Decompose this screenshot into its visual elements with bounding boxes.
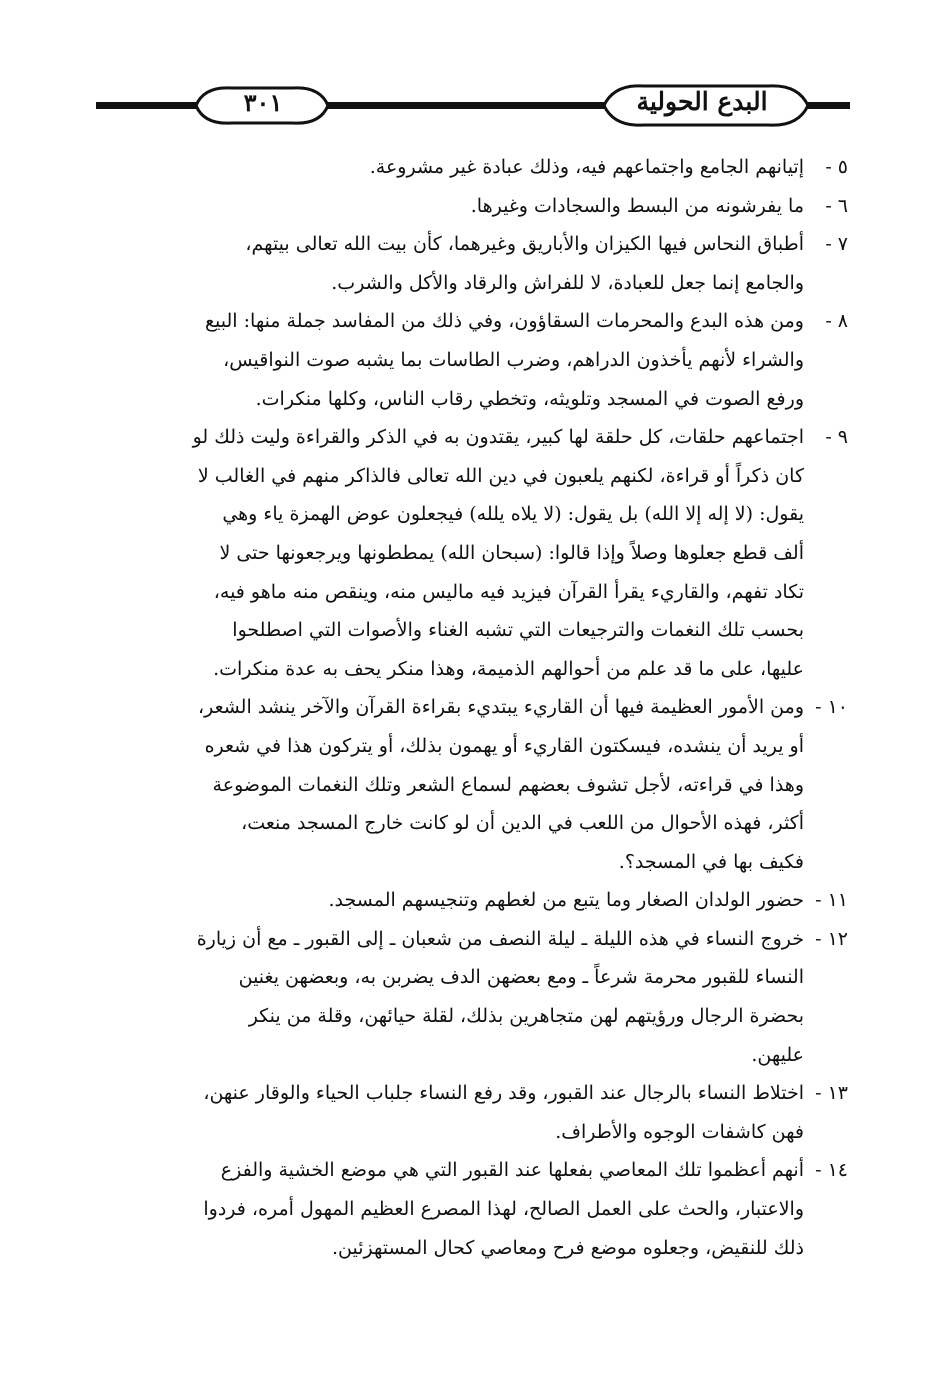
list-item xyxy=(88,302,848,418)
text-line: أو يريد أن ينشده، فيسكتون القاريء أو يهمون بذلك، أو يتركون هذا في شعره xyxy=(204,734,804,757)
item-number: ١٢ - xyxy=(815,927,848,950)
item-number: ٦ - xyxy=(825,194,848,217)
text-line: تكاد تفهم، والقاريء يقرأ القرآن فيزيد فيه ماليس منه، وينقص منه ماهو فيه، xyxy=(213,580,804,603)
text-line: ومن الأمور العظيمة فيها أن القاريء يبتديء بقراءة القرآن والآخر ينشد الشعر، xyxy=(197,696,804,719)
text-line: أكثر، فهذه الأحوال من اللعب في الدين أن لو كانت خارج المسجد منعت، xyxy=(241,812,804,835)
text-line: عليها، على ما قد علم من أحوالهم الذميمة، وهذا منكر يحف به عدة منكرات. xyxy=(213,657,804,680)
text-line: وهذا في قراءته، لأجل تشوف بعضهم لسماع الشعر وتلك النغمات الموضوعة xyxy=(212,773,804,796)
list-item xyxy=(88,225,848,302)
item-number: ١٠ - xyxy=(815,696,848,719)
list-item xyxy=(88,148,848,187)
text-line: عليهن. xyxy=(751,1043,804,1066)
text-line: يقول: (لا إله إلا الله) بل يقول: (لا يلاه يلله) فيجعلون عوض الهمزة ياء وهي xyxy=(222,503,804,526)
item-number: ١٣ - xyxy=(815,1082,848,1105)
page-header xyxy=(92,80,852,132)
text-line: بحضرة الرجال ورؤيتهم لهن متجاهرين بذلك، لقلة حيائهن، وقلة من ينكر xyxy=(248,1005,804,1028)
text-line: خروج النساء في هذه الليلة ـ ليلة النصف من شعبان ـ إلى القبور ـ مع أن زيارة xyxy=(196,927,804,950)
text-line: والشراء لأنهم يأخذون الدراهم، وضرب الطاسات بما يشبه صوت النواقيس، xyxy=(223,348,804,371)
text-line: ذلك للنقيض، وجعلوه موضع فرح ومعاصي كحال المستهزئين. xyxy=(331,1236,804,1259)
text-line: فكيف بها في المسجد؟. xyxy=(618,850,804,873)
list-item xyxy=(88,881,848,920)
text-line: كان ذكراً أو قراءة، لكنهم يلعبون في دين الله تعالى فالذاكر منهم في الغالب لا xyxy=(197,464,804,487)
list-item xyxy=(88,920,848,1074)
item-number: ٩ - xyxy=(825,426,848,449)
list-item xyxy=(88,187,848,226)
text-line: والاعتبار، والحث على العمل الصالح، لهذا المصرع العظيم المهول أمره، فردوا xyxy=(203,1198,804,1221)
list-item xyxy=(88,1151,848,1267)
text-line: النساء للقبور محرمة شرعاً ـ ومع بعضهن الدف يضربن به، وبعضهن يغنين xyxy=(238,966,804,989)
page-number: ٣٠١ xyxy=(243,88,283,117)
text-line: فهن كاشفات الوجوه والأطراف. xyxy=(555,1120,804,1143)
page-body xyxy=(88,148,848,1267)
text-line: إتيانهم الجامع واجتماعهم فيه، وذلك عبادة غير مشروعة. xyxy=(369,156,804,178)
item-number: ٧ - xyxy=(825,233,848,256)
text-line: ما يفرشونه من البسط والسجادات وغيرها. xyxy=(470,194,804,217)
list-item xyxy=(88,418,848,688)
text-line: ألف قطع جعلوها وصلاً وإذا قالوا: (سبحان الله) يمططونها ويرجعونها حتى لا xyxy=(219,541,804,564)
running-title: البدع الحولية xyxy=(636,87,768,116)
item-number: ١١ - xyxy=(815,889,848,912)
text-line: اختلاط النساء بالرجال عند القبور، وقد رفع النساء جلباب الحياء والوقار عنهن، xyxy=(203,1082,804,1105)
text-line: ورفع الصوت في المسجد وتلويثه، وتخطي رقاب الناس، وكلها منكرات. xyxy=(255,387,804,410)
text-line: اجتماعهم حلقات، كل حلقة لها كبير، يقتدون به في الذكر والقراءة وليت ذلك لو xyxy=(192,426,804,449)
item-number: ٥ - xyxy=(825,156,848,178)
list-item xyxy=(88,688,848,881)
text-line: أطباق النحاس فيها الكيزان والأباريق وغيرهما، كأن بيت الله تعالى بيتهم، xyxy=(245,233,804,256)
text-line: بحسب تلك النغمات والترجيعات التي تشبه الغناء والأصوات التي اصطلحوا xyxy=(232,619,804,642)
text-line: والجامع إنما جعل للعبادة، لا للفراش والرقاد والأكل والشرب. xyxy=(331,271,804,294)
list-item xyxy=(88,1074,848,1151)
text-line: ومن هذه البدع والمحرمات السقاؤون، وفي ذلك من المفاسد جملة منها: البيع xyxy=(204,310,804,333)
item-number: ١٤ - xyxy=(815,1159,848,1182)
text-line: أنهم أعظموا تلك المعاصي بفعلها عند القبور التي هي موضع الخشية والفزع xyxy=(220,1159,804,1182)
text-line: حضور الولدان الصغار وما يتبع من لغطهم وتنجيسهم المسجد. xyxy=(328,889,804,912)
item-number: ٨ - xyxy=(825,310,848,333)
